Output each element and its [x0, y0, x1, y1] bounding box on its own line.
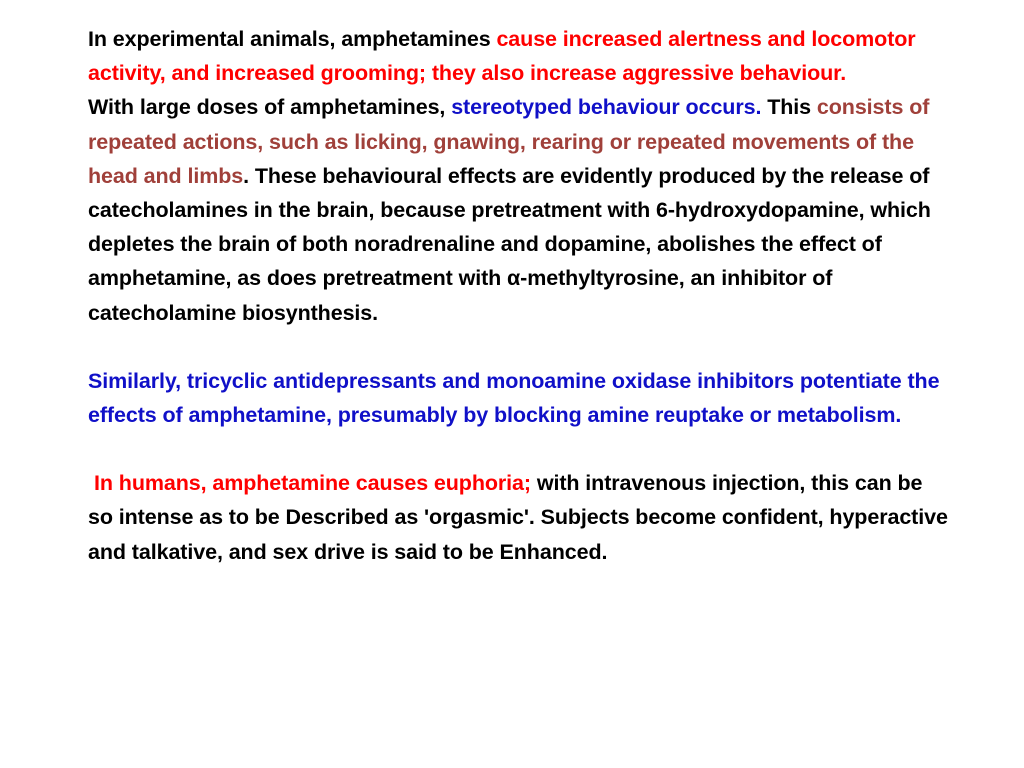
- text-span-highlight: consists of repeated actions, such as licking, gnawing, rearing or repeated movements of the head and limbs: [88, 95, 930, 188]
- text-span: In experimental animals, amphetamines: [88, 27, 497, 51]
- paragraph-spacer: [88, 432, 948, 466]
- text-span: This: [761, 95, 817, 120]
- text-span-highlight: cause increased alertness and locomotor activity, and increased grooming; they also increase aggressive behaviour.: [88, 27, 916, 86]
- slide-body: [88, 22, 948, 569]
- paragraph-animals: [88, 22, 948, 90]
- text-span-highlight: stereotyped behaviour occurs.: [451, 95, 762, 120]
- text-span: with intravenous injection, this can be so intense as to be Described as 'orgasmic'. Subjects become confident, hyperactive and talkative, and sex drive is said to be Enhanced.: [88, 471, 948, 564]
- text-span-highlight: Similarly, tricyclic antidepressants and monoamine oxidase inhibitors potentiate the effects of amphetamine, presumably by blocking amine reuptake or metabolism.: [88, 368, 940, 428]
- text-span: . These behavioural effects are evidently produced by the release of catecholamines in the brain, because pretreatment with 6-hydroxydopamine, which depletes the brain of both noradrenaline and dopamine, abolishes the effect of amphetamine, as does pretreatment with α-methyltyrosine, an inhibitor of catecholamine biosynthesis.: [88, 163, 931, 325]
- paragraph-antidepressants: [88, 364, 948, 432]
- paragraph-spacer: [88, 330, 948, 364]
- text-span-highlight: In humans, amphetamine causes euphoria;: [94, 471, 531, 496]
- paragraph-large-doses: [88, 90, 948, 329]
- paragraph-humans: [88, 466, 948, 569]
- text-span: With large doses of amphetamines,: [88, 95, 452, 120]
